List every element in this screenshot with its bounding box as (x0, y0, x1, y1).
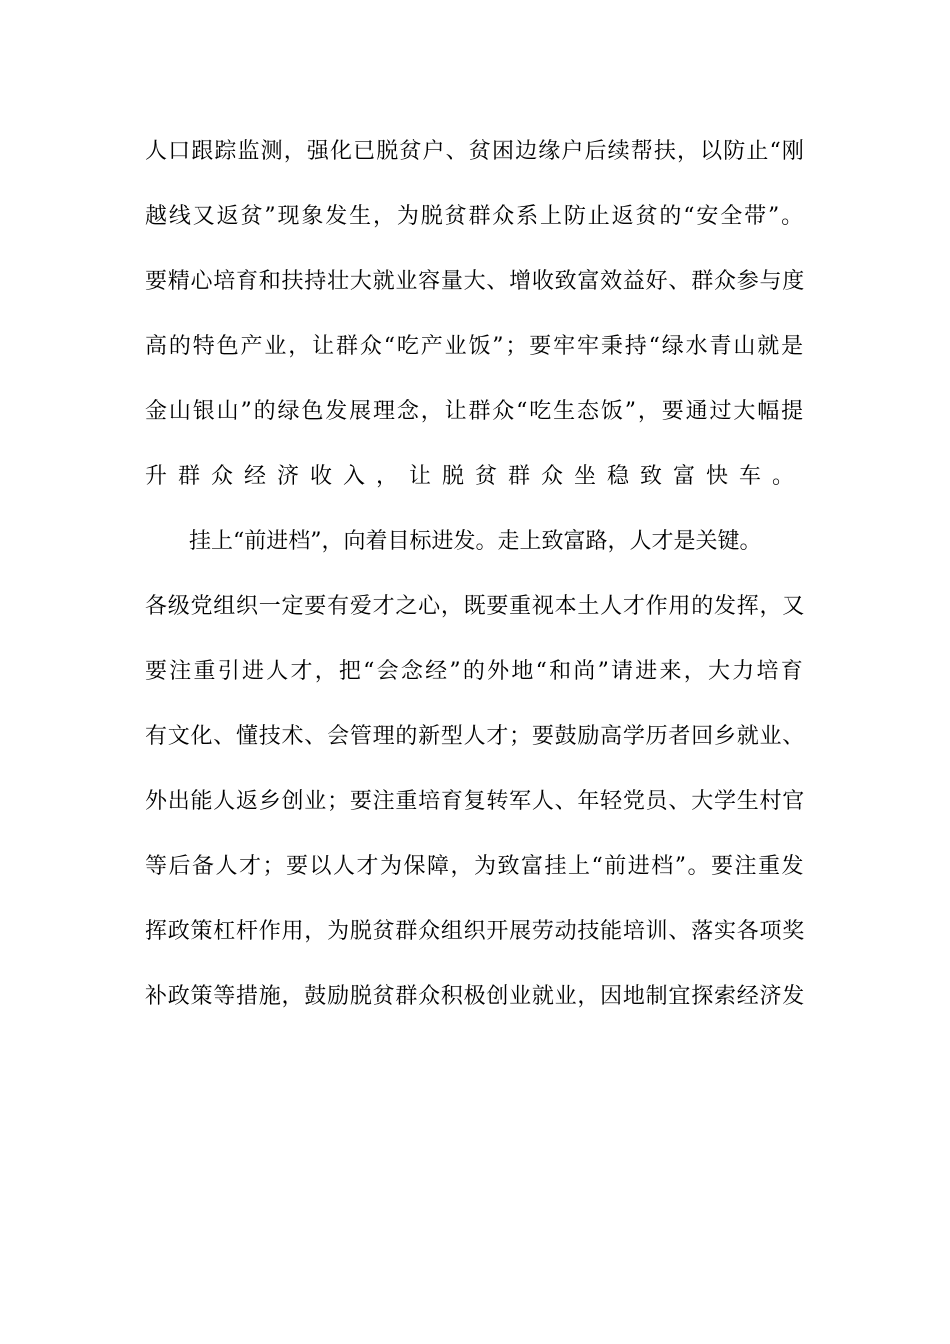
text-line: 高的特色产业，让群众“吃产业饭”；要牢牢秉持“绿水青山就是 (145, 334, 805, 359)
paragraph-start-line: 挂上“前进档”，向着目标进发。走上致富路，人才是关键。 (189, 529, 762, 554)
body-text (145, 124, 805, 1034)
text-line: 越线又返贫”现象发生，为脱贫群众系上防止返贫的“安全带”。 (145, 204, 805, 229)
text-line: 人口跟踪监测，强化已脱贫户、贫困边缘户后续帮扶，以防止“刚 (145, 139, 805, 164)
text-line: 有文化、懂技术、会管理的新型人才；要鼓励高学历者回乡就业、 (145, 724, 805, 749)
text-line: 要精心培育和扶持壮大就业容量大、增收致富效益好、群众参与度 (145, 269, 805, 294)
text-line: 外出能人返乡创业；要注重培育复转军人、年轻党员、大学生村官 (145, 789, 805, 814)
text-line: 挥政策杠杆作用，为脱贫群众组织开展劳动技能培训、落实各项奖 (145, 919, 805, 944)
text-line: 各级党组织一定要有爱才之心，既要重视本土人才作用的发挥，又 (145, 594, 805, 619)
text-line: 补政策等措施，鼓励脱贫群众积极创业就业，因地制宜探索经济发 (145, 984, 805, 1009)
text-line: 等后备人才；要以人才为保障，为致富挂上“前进档”。要注重发 (145, 854, 805, 879)
text-line: 升群众经济收入，让脱贫群众坐稳致富快车。 (145, 464, 805, 489)
text-line: 金山银山”的绿色发展理念，让群众“吃生态饭”，要通过大幅提 (145, 399, 805, 424)
text-line: 要注重引进人才，把“会念经”的外地“和尚”请进来，大力培育 (145, 659, 805, 684)
